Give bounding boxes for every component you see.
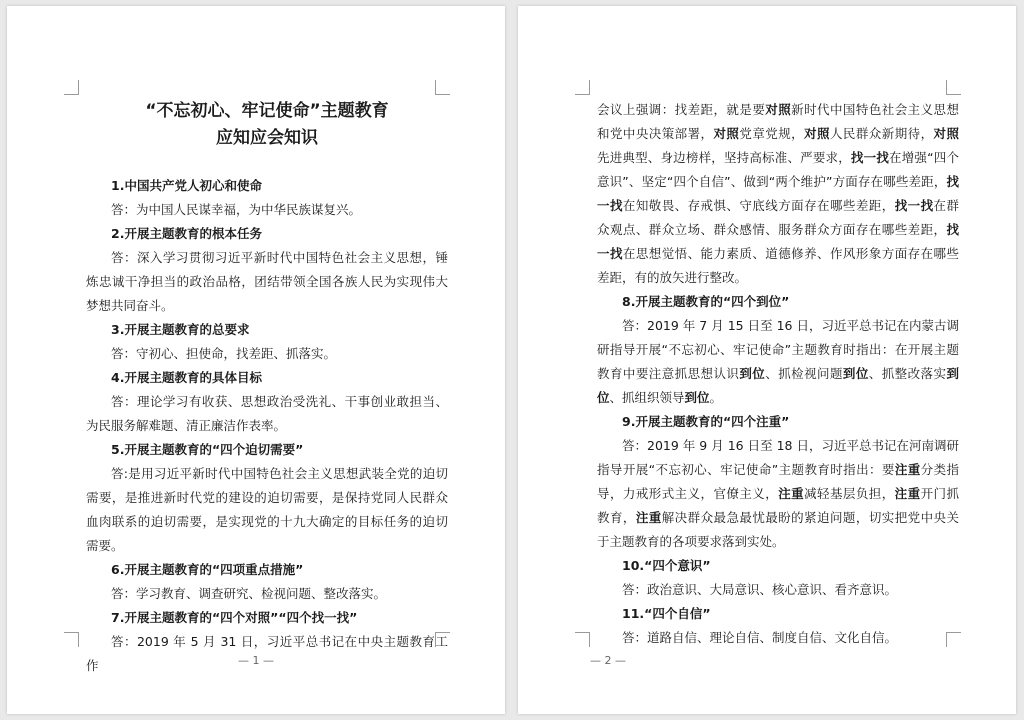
emphasis-text: 找一找 (597, 222, 959, 261)
text-run: 答：2019 年 7 月 15 日至 16 日，习近平总书记在内蒙古调研指导开展“不忘初心、牢记使命”主题教育时指出：在开展主题教育中要注意抓思想认识 (597, 318, 959, 381)
emphasis-text: 到位 (842, 366, 869, 381)
answer-paragraph (86, 342, 448, 366)
question-heading: 1.中国共产党人初心和使命 (111, 178, 262, 193)
text-run: 党章党规， (739, 126, 805, 141)
answer-paragraph (597, 314, 959, 410)
continuation-paragraph (597, 98, 959, 290)
text-run: 答：理论学习有收获、思想政治受洗礼、干事创业敢担当、为民服务解难题、清正廉洁作表率。 (86, 394, 448, 433)
crop-mark (946, 80, 961, 95)
answer-paragraph (86, 462, 448, 558)
page-1-body (86, 174, 448, 678)
text-run: 在思想觉悟、能力素质、道德修养、作风形象方面存在哪些差距，有的放矢进行整改。 (597, 246, 959, 285)
crop-mark (575, 80, 590, 95)
text-run: 在知敬畏、存戒惧、守底线方面存在哪些差距， (622, 198, 895, 213)
emphasis-text: 注重 (778, 486, 805, 501)
text-run: 在增强“四个意识”、坚定“四个自信”、做到“两个维护”方面存在哪些差距， (597, 150, 959, 189)
text-run: 答：学习教育、调查研究、检视问题、整改落实。 (111, 586, 387, 601)
crop-mark (64, 80, 79, 95)
question-heading: 3.开展主题教育的总要求 (111, 322, 250, 337)
answer-paragraph (597, 626, 959, 650)
emphasis-text: 到位 (684, 390, 710, 405)
text-run: 答：道路自信、理论自信、制度自信、文化自信。 (622, 630, 898, 645)
text-run: 减轻基层负担， (804, 486, 895, 501)
answer-paragraph (86, 198, 448, 222)
question-heading: 7.开展主题教育的“四个对照”“四个找一找” (111, 610, 358, 625)
question-heading: 10.“四个意识” (622, 558, 711, 573)
emphasis-text: 注重 (894, 462, 921, 477)
document-page-2 (518, 6, 1016, 714)
text-run: 在群众观点、群众立场、群众感情、服务群众方面存在哪些差距， (597, 198, 959, 237)
text-run: 新时代中国特色社会主义思想和党中央决策部署， (597, 102, 959, 141)
crop-mark (64, 632, 79, 647)
answer-paragraph (86, 390, 448, 438)
text-run: 开门抓教育， (597, 486, 959, 525)
text-run: 会议上强调：找差距，就是要 (597, 102, 766, 117)
text-run: 、抓整改落实 (868, 366, 947, 381)
crop-mark (435, 80, 450, 95)
emphasis-text: 到位 (739, 366, 766, 381)
question-heading: 8.开展主题教育的“四个到位” (622, 294, 790, 309)
emphasis-text: 到位 (597, 366, 959, 405)
text-run: 解决群众最急最忧最盼的紧迫问题，切实把党中央关于主题教育的各项要求落到实处。 (597, 510, 959, 549)
page-number: — 1 — (238, 654, 274, 667)
title-line-1: “不忘初心、牢记使命”主题教育 (145, 101, 389, 121)
text-run: 答：为中国人民谋幸福，为中华民族谋复兴。 (111, 202, 362, 217)
document-title (86, 98, 448, 152)
emphasis-text: 找一找 (597, 174, 959, 213)
answer-paragraph (597, 434, 959, 554)
emphasis-text: 找一找 (850, 150, 890, 165)
crop-mark (575, 632, 590, 647)
question-heading: 9.开展主题教育的“四个注重” (622, 414, 790, 429)
title-line-2: 应知应会知识 (216, 128, 318, 148)
text-run: 答：深入学习贯彻习近平新时代中国特色社会主义思想，锤炼忠诚干净担当的政治品格，团结带领全国各族人民为实现伟大梦想共同奋斗。 (86, 250, 448, 313)
question-heading: 2.开展主题教育的根本任务 (111, 226, 262, 241)
text-run: 先进典型、身边榜样，坚持高标准、严要求， (597, 150, 851, 165)
text-run: 答:是用习近平新时代中国特色社会主义思想武装全党的迫切需要，是推进新时代党的建设的迫切需要，是保持党同人民群众血肉联系的迫切需要，是实现党的十九大确定的目标任务的迫切需要。 (86, 466, 448, 553)
text-run: 答：政治意识、大局意识、核心意识、看齐意识。 (622, 582, 898, 597)
text-run: 答：守初心、担使命，找差距、抓落实。 (111, 346, 337, 361)
text-run: 、抓组织领导 (609, 390, 685, 405)
text-run: 答：2019 年 5 月 31 日，习近平总书记在中央主题教育工作 (86, 634, 448, 673)
text-run: 答：2019 年 9 月 16 日至 18 日，习近平总书记在河南调研指导开展“不忘初心、牢记使命”主题教育时指出：要 (597, 438, 959, 477)
question-heading: 5.开展主题教育的“四个迫切需要” (111, 442, 304, 457)
emphasis-text: 对照 (933, 126, 959, 141)
emphasis-text: 注重 (635, 510, 662, 525)
question-heading: 4.开展主题教育的具体目标 (111, 370, 262, 385)
emphasis-text: 注重 (894, 486, 921, 501)
question-heading: 11.“四个自信” (622, 606, 711, 621)
page-2-body (597, 98, 959, 650)
text-run: 人民群众新期待， (829, 126, 934, 141)
document-page-1 (7, 6, 505, 714)
emphasis-text: 对照 (804, 126, 830, 141)
page-number: — 2 — (590, 654, 626, 667)
text-run: 分类指导，力戒形式主义，官僚主义， (597, 462, 959, 501)
emphasis-text: 对照 (765, 102, 792, 117)
text-run: 。 (709, 390, 723, 405)
emphasis-text: 对照 (713, 126, 740, 141)
answer-paragraph (86, 246, 448, 318)
text-run: 、抓检视问题 (765, 366, 843, 381)
question-heading: 6.开展主题教育的“四项重点措施” (111, 562, 304, 577)
answer-paragraph (86, 582, 448, 606)
answer-paragraph (597, 578, 959, 602)
emphasis-text: 找一找 (894, 198, 934, 213)
